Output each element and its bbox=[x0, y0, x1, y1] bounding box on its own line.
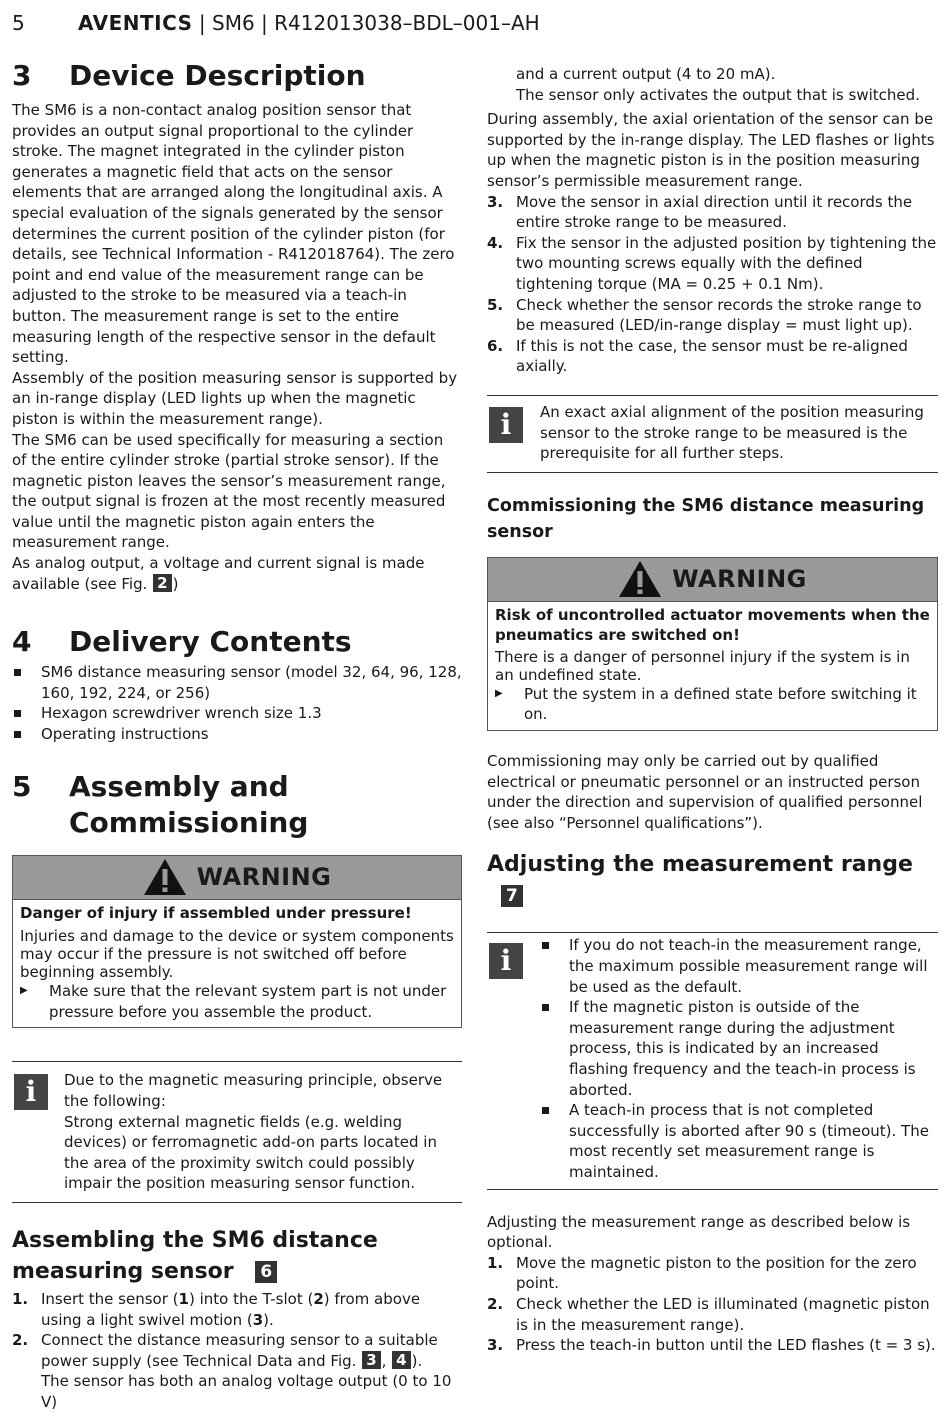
warning-label: WARNING bbox=[672, 564, 807, 593]
analog-output-text: As analog output, a voltage and current signal is made available (see Fig. bbox=[12, 554, 425, 593]
step-text: Press the teach-in button until the LED flashes (t = 3 s). bbox=[516, 1336, 936, 1355]
figure-ref: 2 bbox=[153, 574, 171, 592]
step-item bbox=[12, 1289, 462, 1330]
step-text: ). bbox=[263, 1310, 274, 1329]
step-text: Check whether the LED is illuminated (magnetic piston is in the measurement range). bbox=[516, 1294, 930, 1334]
step-text-continued: The sensor has both an analog voltage output (0 to 10 V) bbox=[41, 1372, 452, 1411]
adjust-steps bbox=[487, 1253, 938, 1356]
step-number: 2. bbox=[12, 1331, 29, 1350]
step-text: ). bbox=[411, 1351, 423, 1370]
analog-output-close: ) bbox=[172, 574, 179, 593]
device-description-paragraph: The SM6 is a non-contact analog position sensor that provides an output signal proportional to the cylinder stroke. The magnet integrated in the cylinder piston generates a magnetic field that acts on the sensor elements that are arranged along the longitudinal axis. A special evaluation of the signals generated by the sensor determines the current position of the cylinder piston (for details, see Technical Information - R412018764). The zero point and end value of the measurement range can be adjusted to the stroke to be measured via a teach-in button. The measurement range is set to the entire measuring length of the respective sensor in the default setting. bbox=[12, 101, 455, 367]
page-header bbox=[12, 10, 540, 36]
assembly-steps-continued bbox=[487, 192, 938, 377]
info-text: An exact axial alignment of the position measuring sensor to the stroke range to be measured is the prerequisite for all further steps. bbox=[540, 402, 924, 463]
info-list bbox=[540, 935, 938, 1182]
continuation-line2: The sensor only activates the output that is switched. bbox=[516, 85, 920, 104]
step-number: 3. bbox=[487, 1336, 504, 1355]
step-text: Move the sensor in axial direction until it records the entire stroke range to be measured. bbox=[516, 192, 913, 232]
brand-name: AVENTICS bbox=[78, 11, 193, 35]
callout-number: 1 bbox=[178, 1289, 189, 1308]
warning-text: There is a danger of personnel injury if the system is in an undefined state. bbox=[495, 647, 910, 684]
warning-box bbox=[12, 855, 462, 1029]
step-text: Fix the sensor in the adjusted position by tightening the two mounting screws equally with the defined tightening torque (MA = 0.25 + 0.1 Nm). bbox=[516, 233, 937, 293]
axial-orientation-paragraph: During assembly, the axial orientation of the sensor can be supported by the in-range display. The LED flashes or lights up when the magnetic piston is in the position measuring sensor’s permissible measurement range. bbox=[487, 110, 935, 190]
step-item bbox=[487, 233, 938, 295]
step-text: Move the magnetic piston to the position for the zero point. bbox=[516, 1253, 917, 1293]
info-icon: i bbox=[489, 407, 523, 443]
section-number: 5 bbox=[12, 769, 32, 803]
list-item: Operating instructions bbox=[12, 724, 462, 745]
step-item bbox=[12, 1330, 462, 1412]
page-number: 5 bbox=[12, 11, 25, 35]
commissioning-heading: Commissioning the SM6 distance measuring sensor bbox=[487, 495, 925, 542]
doc-id: | SM6 | R412013038–BDL–001–AH bbox=[192, 11, 540, 35]
step-item bbox=[487, 192, 938, 233]
section-title-line2: Commissioning bbox=[69, 805, 309, 839]
analog-output-paragraph bbox=[12, 553, 462, 594]
section-4-heading bbox=[12, 624, 462, 660]
step-item bbox=[487, 1335, 938, 1356]
list-item: If you do not teach-in the measurement range, the maximum possible measurement range will be used as the default. bbox=[540, 935, 938, 997]
section-title: Delivery Contents bbox=[69, 625, 352, 659]
step-item bbox=[487, 1253, 938, 1294]
warning-triangle-icon bbox=[143, 858, 187, 896]
info-icon: i bbox=[489, 943, 523, 979]
section-title: Device Description bbox=[69, 59, 366, 92]
step-continuation bbox=[487, 64, 938, 105]
adjusting-heading bbox=[487, 849, 938, 911]
assembling-title-line2: measuring sensor bbox=[12, 1258, 234, 1284]
figure-ref: 7 bbox=[501, 885, 523, 907]
callout-number: 3 bbox=[252, 1310, 264, 1329]
warning-body bbox=[488, 601, 937, 730]
separator: , bbox=[381, 1351, 392, 1370]
step-number: 3. bbox=[487, 192, 504, 211]
section-title-line1: Assembly and bbox=[69, 769, 289, 803]
commissioning-paragraph: Commissioning may only be carried out by qualified electrical or pneumatic personnel or an instructed person under the direction and supervision of qualified personnel (see also “Personnel qualifications”). bbox=[487, 752, 923, 832]
warning-body bbox=[13, 899, 461, 1028]
adjusting-title: Adjusting the measurement range bbox=[487, 852, 913, 878]
info-text-line2: Strong external magnetic fields (e.g. welding devices) or ferromagnetic add-on parts located in the area of the proximity switch could possibly impair the position measuring sensor function. bbox=[64, 1112, 437, 1193]
optional-paragraph: Adjusting the measurement range as described below is optional. bbox=[487, 1212, 911, 1252]
partial-stroke-paragraph: The SM6 can be used specifically for measuring a section of the entire cylinder stroke (partial stroke sensor). If the magnetic piston leaves the sensor’s measurement range, the output signal is frozen at the most recently measured value until the magnetic piston again enters the measurement range. bbox=[12, 430, 446, 552]
warning-title: Danger of injury if assembled under pressure! bbox=[20, 903, 412, 922]
section-number: 4 bbox=[12, 625, 32, 659]
info-text-line1: Due to the magnetic measuring principle, observe the following: bbox=[64, 1071, 443, 1110]
info-box bbox=[12, 1061, 462, 1203]
assembly-steps bbox=[12, 1289, 462, 1413]
warning-action: ▶ Make sure that the relevant system part is not under pressure before you assemble the product. bbox=[20, 981, 454, 1022]
section-3-heading bbox=[12, 58, 462, 94]
assembling-title-line1: Assembling the SM6 distance bbox=[12, 1227, 378, 1253]
step-text: Insert the sensor ( bbox=[41, 1289, 179, 1308]
figure-ref: 3 bbox=[362, 1351, 380, 1369]
step-text: Check whether the sensor records the stroke range to be measured (LED/in-range display = must light up). bbox=[516, 295, 922, 335]
step-number: 1. bbox=[12, 1289, 29, 1308]
warning-text: Injuries and damage to the device or system components may occur if the pressure is not switched off before beginning assembly. bbox=[20, 927, 454, 982]
in-range-paragraph: Assembly of the position measuring sensor is supported by an in-range display (LED lights up when the magnetic piston is within the measurement range). bbox=[12, 368, 458, 428]
step-text: ) into the T-slot ( bbox=[188, 1289, 314, 1308]
step-text: If this is not the case, the sensor must be re-aligned axially. bbox=[516, 336, 908, 376]
list-item: If the magnetic piston is outside of the measurement range during the adjustment process, this is indicated by an increased flashing frequency and the teach-in process is aborted. bbox=[540, 997, 938, 1100]
warning-triangle-icon bbox=[618, 560, 662, 598]
section-5-heading bbox=[12, 769, 462, 841]
figure-ref: 4 bbox=[392, 1351, 410, 1369]
list-item: Hexagon screwdriver wrench size 1.3 bbox=[12, 703, 462, 724]
info-box bbox=[487, 932, 938, 1189]
warning-header bbox=[13, 856, 461, 899]
step-text: Connect the distance measuring sensor to a suitable power supply (see Technical Data and Fig. bbox=[41, 1331, 438, 1370]
warning-label: WARNING bbox=[196, 862, 332, 891]
assembling-heading bbox=[12, 1225, 462, 1287]
step-item bbox=[487, 295, 938, 336]
warning-action: ▶ Put the system in a defined state before switching it on. bbox=[495, 684, 930, 725]
section-number: 3 bbox=[12, 59, 32, 92]
step-number: 6. bbox=[487, 336, 504, 355]
figure-ref: 6 bbox=[255, 1261, 277, 1283]
step-item bbox=[487, 1294, 938, 1335]
info-box bbox=[487, 395, 938, 473]
callout-number: 2 bbox=[313, 1289, 324, 1308]
step-number: 1. bbox=[487, 1253, 504, 1272]
delivery-list bbox=[12, 662, 462, 744]
warning-title: Risk of uncontrolled actuator movements when the pneumatics are switched on! bbox=[495, 605, 930, 645]
continuation-line1: and a current output (4 to 20 mA). bbox=[516, 65, 776, 83]
warning-header bbox=[488, 558, 937, 601]
list-item: SM6 distance measuring sensor (model 32, 64, 96, 128, 160, 192, 224, or 256) bbox=[12, 662, 462, 703]
right-column bbox=[487, 64, 938, 1356]
step-text: ) from above using a light swivel motion ( bbox=[41, 1289, 421, 1329]
section-title-block bbox=[69, 769, 308, 841]
step-number: 4. bbox=[487, 233, 504, 252]
step-item bbox=[487, 336, 938, 377]
step-number: 2. bbox=[487, 1294, 504, 1313]
info-icon: i bbox=[14, 1074, 48, 1110]
list-item: A teach-in process that is not completed successfully is aborted after 90 s (timeout). The most recently set measurement range is maintained. bbox=[540, 1100, 938, 1182]
warning-box bbox=[487, 557, 938, 731]
step-number: 5. bbox=[487, 295, 504, 314]
left-column bbox=[12, 58, 462, 1413]
